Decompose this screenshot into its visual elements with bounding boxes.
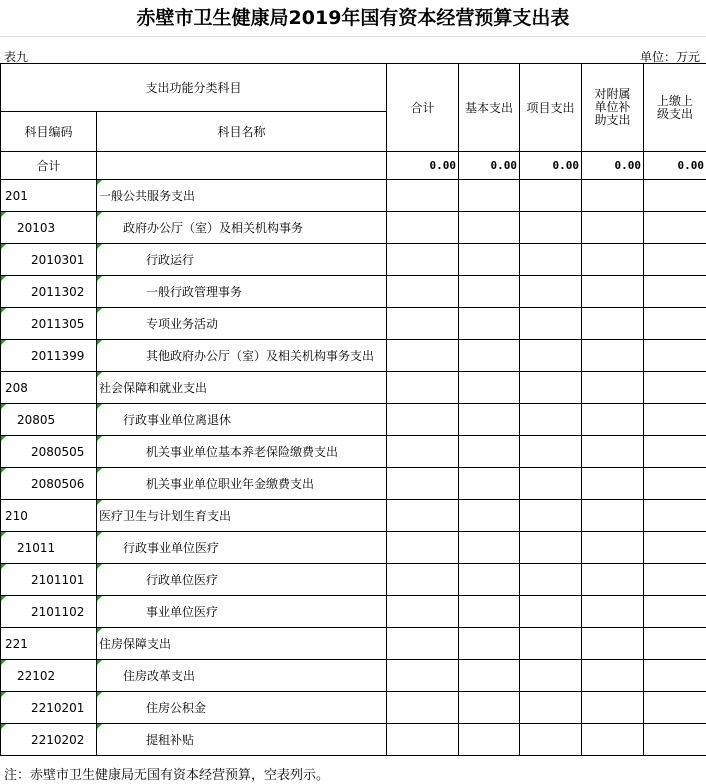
amount-cell (582, 596, 644, 628)
amount-cell (459, 692, 520, 724)
amount-cell (520, 276, 582, 308)
amount-cell (582, 436, 644, 468)
amount-cell (582, 724, 644, 756)
table-row (1, 340, 706, 372)
amount-cell (644, 340, 706, 372)
amount-cell (459, 596, 520, 628)
subject-name: 行政单位医疗 (97, 564, 387, 596)
amount-cell (644, 308, 706, 340)
amount-cell (644, 532, 706, 564)
header-project: 项目支出 (520, 64, 582, 152)
amount-cell (644, 628, 706, 660)
subject-code: 2101102 (1, 596, 97, 628)
amount-cell (459, 404, 520, 436)
amount-cell (520, 436, 582, 468)
table-number: 表九 (4, 50, 29, 64)
amount-cell (459, 276, 520, 308)
amount-cell (387, 500, 459, 532)
header-basic: 基本支出 (459, 64, 520, 152)
table-row (1, 564, 706, 596)
amount-cell (644, 212, 706, 244)
subsidy-value: 0.00 (582, 152, 644, 180)
amount-cell (520, 628, 582, 660)
amount-cell (644, 404, 706, 436)
subject-name: 住房保障支出 (97, 628, 387, 660)
amount-cell (582, 276, 644, 308)
amount-cell (459, 532, 520, 564)
footnote: 注：赤壁市卫生健康局无国有资本经营预算，空表列示。 (4, 768, 330, 783)
header-func-class: 支出功能分类科目 (1, 64, 387, 112)
amount-cell (387, 180, 459, 212)
amount-cell (582, 564, 644, 596)
amount-cell (644, 564, 706, 596)
total-value: 0.00 (387, 152, 459, 180)
subject-code: 21011 (1, 532, 97, 564)
amount-cell (582, 372, 644, 404)
total-row (1, 152, 706, 180)
amount-cell (387, 372, 459, 404)
amount-cell (582, 628, 644, 660)
subject-name: 住房改革支出 (97, 660, 387, 692)
subject-code: 2210201 (1, 692, 97, 724)
amount-cell (387, 468, 459, 500)
subject-code: 221 (1, 628, 97, 660)
table-row (1, 436, 706, 468)
subject-code: 2080506 (1, 468, 97, 500)
amount-cell (520, 724, 582, 756)
amount-cell (644, 596, 706, 628)
amount-cell (459, 660, 520, 692)
unit-label: 单位：万元 (639, 50, 700, 64)
subject-code: 2011302 (1, 276, 97, 308)
amount-cell (582, 468, 644, 500)
subject-name: 机关事业单位职业年金缴费支出 (97, 468, 387, 500)
amount-cell (459, 212, 520, 244)
subject-code: 2011305 (1, 308, 97, 340)
amount-cell (520, 500, 582, 532)
amount-cell (459, 180, 520, 212)
amount-cell (459, 308, 520, 340)
amount-cell (582, 308, 644, 340)
amount-cell (520, 532, 582, 564)
amount-cell (520, 308, 582, 340)
subject-name: 一般行政管理事务 (97, 276, 387, 308)
amount-cell (459, 564, 520, 596)
subject-name: 机关事业单位基本养老保险缴费支出 (97, 436, 387, 468)
amount-cell (387, 404, 459, 436)
amount-cell (387, 660, 459, 692)
amount-cell (520, 404, 582, 436)
amount-cell (520, 180, 582, 212)
amount-cell (582, 692, 644, 724)
amount-cell (459, 628, 520, 660)
subject-code: 22102 (1, 660, 97, 692)
header-subsidy-text: 对附属单位补助支出 (594, 87, 631, 127)
amount-cell (387, 308, 459, 340)
page-title: 赤壁市卫生健康局2019年国有资本经营预算支出表 (136, 7, 570, 29)
amount-cell (459, 340, 520, 372)
subject-name: 医疗卫生与计划生育支出 (97, 500, 387, 532)
table-row (1, 404, 706, 436)
amount-cell (582, 500, 644, 532)
subject-name: 提租补贴 (97, 724, 387, 756)
subject-name: 行政运行 (97, 244, 387, 276)
amount-cell (582, 212, 644, 244)
header-total: 合计 (387, 64, 459, 152)
table-row (1, 276, 706, 308)
amount-cell (459, 468, 520, 500)
table-row (1, 372, 706, 404)
subject-code: 2210202 (1, 724, 97, 756)
table-row (1, 500, 706, 532)
amount-cell (459, 724, 520, 756)
amount-cell (520, 340, 582, 372)
basic-value: 0.00 (459, 152, 520, 180)
header-name: 科目名称 (97, 112, 387, 152)
subject-name: 行政事业单位离退休 (97, 404, 387, 436)
amount-cell (644, 500, 706, 532)
table-row (1, 660, 706, 692)
amount-cell (644, 180, 706, 212)
total-label: 合计 (1, 152, 97, 180)
amount-cell (387, 532, 459, 564)
subject-code: 20103 (1, 212, 97, 244)
amount-cell (520, 692, 582, 724)
amount-cell (582, 340, 644, 372)
project-value: 0.00 (520, 152, 582, 180)
header-subsidy (582, 64, 644, 152)
subject-name: 行政事业单位医疗 (97, 532, 387, 564)
amount-cell (459, 244, 520, 276)
subject-name: 其他政府办公厅（室）及相关机构事务支出 (97, 340, 387, 372)
subject-code: 2080505 (1, 436, 97, 468)
sheet-gridline (0, 36, 706, 37)
subject-name: 社会保障和就业支出 (97, 372, 387, 404)
amount-cell (387, 564, 459, 596)
amount-cell (520, 468, 582, 500)
table-row (1, 468, 706, 500)
amount-cell (520, 244, 582, 276)
amount-cell (644, 660, 706, 692)
total-name-cell (97, 152, 387, 180)
table-row (1, 532, 706, 564)
subject-code: 2011399 (1, 340, 97, 372)
amount-cell (582, 404, 644, 436)
amount-cell (387, 692, 459, 724)
amount-cell (582, 660, 644, 692)
table-row (1, 628, 706, 660)
subject-code: 20805 (1, 404, 97, 436)
amount-cell (582, 180, 644, 212)
subject-code: 208 (1, 372, 97, 404)
amount-cell (644, 468, 706, 500)
subject-name: 一般公共服务支出 (97, 180, 387, 212)
amount-cell (387, 436, 459, 468)
amount-cell (644, 436, 706, 468)
table-row (1, 212, 706, 244)
table-row (1, 180, 706, 212)
amount-cell (582, 244, 644, 276)
amount-cell (459, 436, 520, 468)
table-row (1, 244, 706, 276)
amount-cell (582, 532, 644, 564)
table-row (1, 308, 706, 340)
subject-name: 住房公积金 (97, 692, 387, 724)
amount-cell (459, 372, 520, 404)
subject-code: 210 (1, 500, 97, 532)
amount-cell (644, 276, 706, 308)
subject-name: 政府办公厅（室）及相关机构事务 (97, 212, 387, 244)
amount-cell (644, 244, 706, 276)
amount-cell (387, 596, 459, 628)
upper-value: 0.00 (644, 152, 706, 180)
amount-cell (387, 628, 459, 660)
amount-cell (520, 596, 582, 628)
amount-cell (644, 724, 706, 756)
amount-cell (644, 692, 706, 724)
amount-cell (520, 564, 582, 596)
amount-cell (387, 340, 459, 372)
header-code: 科目编码 (1, 112, 97, 152)
header-upper-text: 上缴上级支出 (657, 93, 694, 121)
table-row (1, 692, 706, 724)
subject-code: 201 (1, 180, 97, 212)
amount-cell (459, 500, 520, 532)
subject-code: 2010301 (1, 244, 97, 276)
budget-table (0, 63, 706, 756)
amount-cell (520, 212, 582, 244)
amount-cell (520, 660, 582, 692)
amount-cell (387, 276, 459, 308)
subject-name: 事业单位医疗 (97, 596, 387, 628)
subject-code: 2101101 (1, 564, 97, 596)
table-row (1, 596, 706, 628)
amount-cell (387, 244, 459, 276)
table-row (1, 724, 706, 756)
header-upper (644, 64, 706, 152)
amount-cell (520, 372, 582, 404)
amount-cell (644, 372, 706, 404)
amount-cell (387, 212, 459, 244)
subject-name: 专项业务活动 (97, 308, 387, 340)
amount-cell (387, 724, 459, 756)
